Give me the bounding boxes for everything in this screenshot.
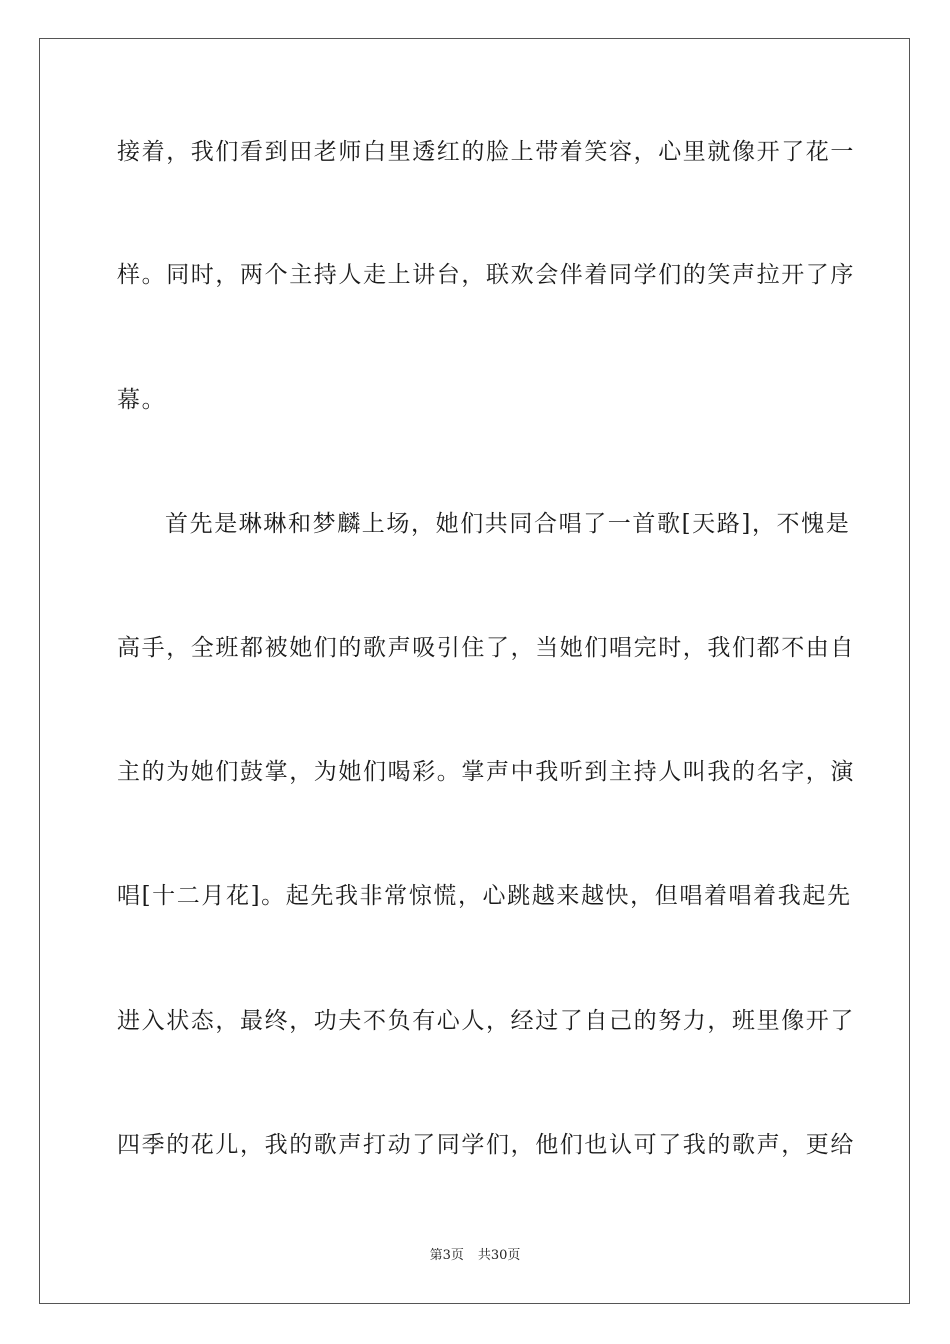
body-text-line: 幕。 bbox=[117, 387, 167, 413]
body-text-line: 样。同时，两个主持人走上讲台，联欢会伴着同学们的笑声拉开了序 bbox=[117, 262, 855, 288]
body-text-line: 进入状态，最终，功夫不负有心人，经过了自己的努力，班里像开了 bbox=[117, 1008, 855, 1034]
page-footer bbox=[0, 1247, 950, 1265]
body-text-line: 接着，我们看到田老师白里透红的脸上带着笑容，心里就像开了花一 bbox=[117, 139, 855, 165]
body-text-line: 四季的花儿，我的歌声打动了同学们，他们也认可了我的歌声，更给 bbox=[117, 1132, 855, 1158]
paragraph-start-line: 首先是琳琳和梦麟上场，她们共同合唱了一首歌[天路]，不愧是 bbox=[165, 511, 851, 537]
page-total: 共30页 bbox=[477, 1248, 521, 1263]
body-text-line: 唱[十二月花]。起先我非常惊慌，心跳越来越快，但唱着唱着我起先 bbox=[117, 883, 852, 909]
page-number: 第3页 bbox=[429, 1248, 464, 1263]
body-text-line: 主的为她们鼓掌，为她们喝彩。掌声中我听到主持人叫我的名字，演 bbox=[117, 759, 855, 785]
body-text-line: 高手，全班都被她们的歌声吸引住了，当她们唱完时，我们都不由自 bbox=[117, 635, 855, 661]
page-frame bbox=[39, 38, 910, 1304]
